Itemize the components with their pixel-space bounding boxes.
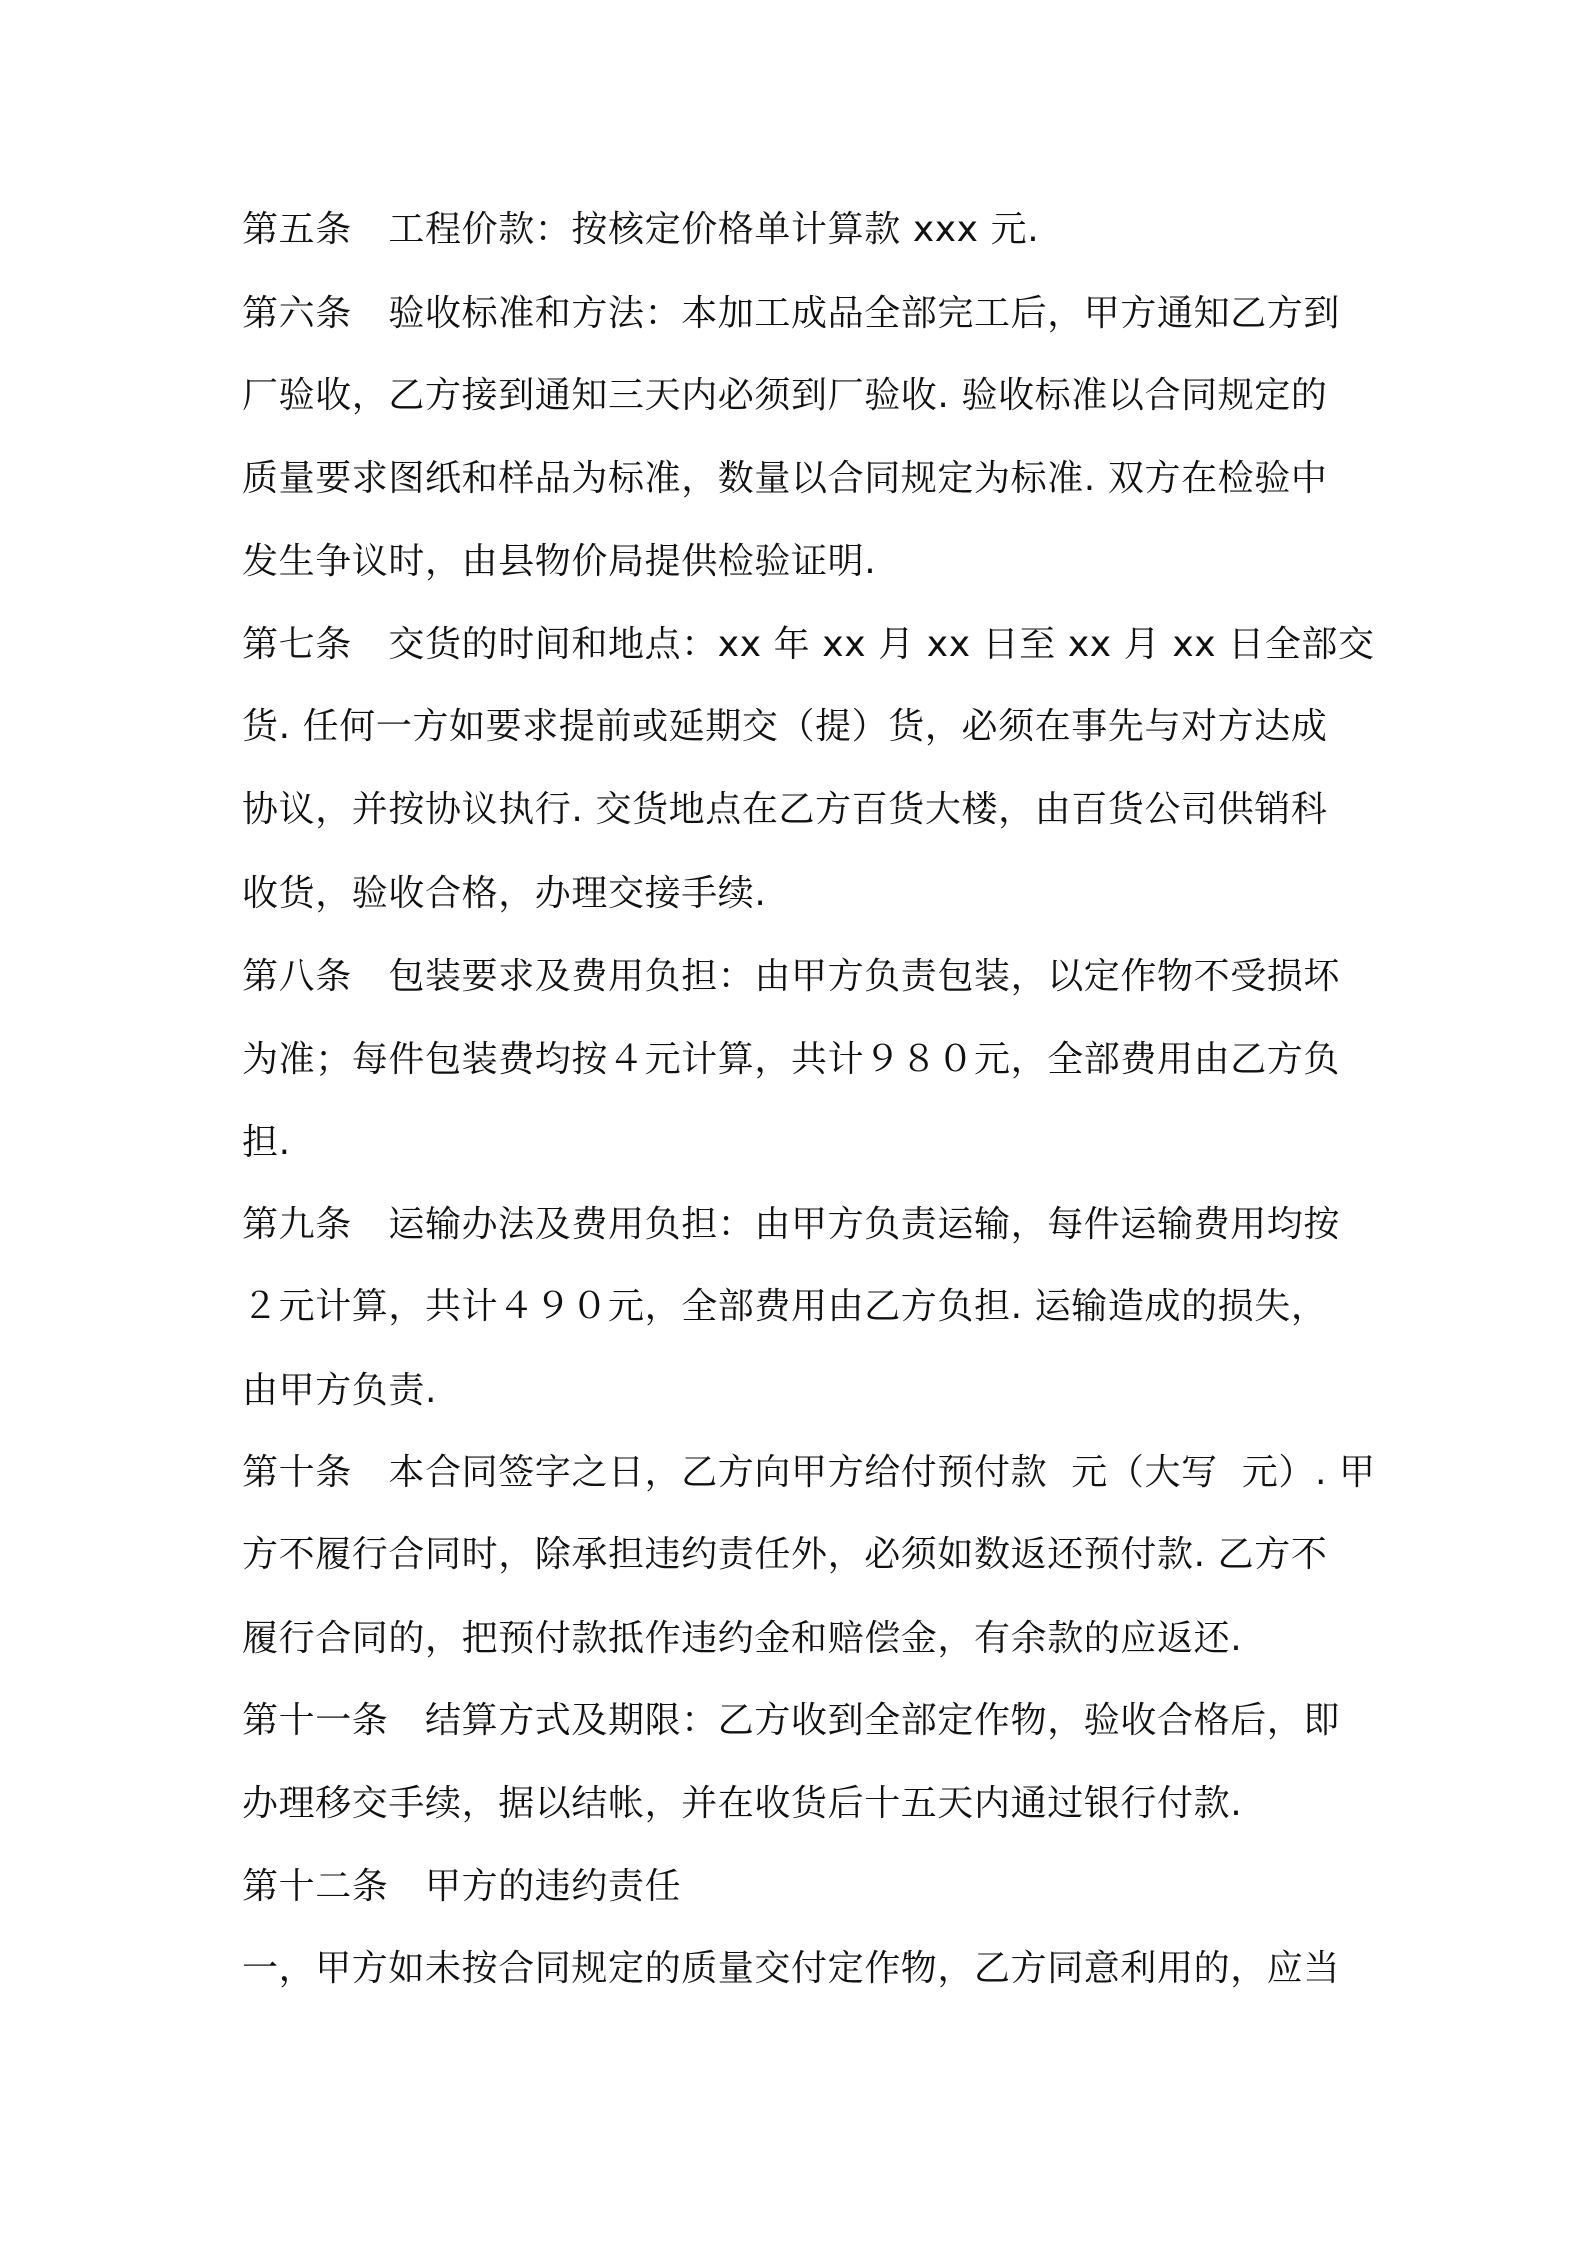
text-line: 为准；每件包装费均按４元计算，共计９８０元，全部费用由乙方负: [242, 1039, 1341, 1080]
text-line: 担.: [242, 1122, 291, 1163]
text-line: 办理移交手续，据以结帐，并在收货后十五天内通过银行付款.: [242, 1783, 1243, 1824]
text-line: 厂验收，乙方接到通知三天内必须到厂验收. 验收标准以合同规定的: [242, 375, 1328, 416]
text-line: 方不履行合同时，除承担违约责任外，必须如数返还预付款. 乙方不: [242, 1534, 1328, 1575]
text-line: 发生争议时，由县物价局提供检验证明.: [242, 541, 877, 582]
text-line: 第十条 本合同签字之日，乙方向甲方给付预付款 元（大写 元）. 甲: [242, 1452, 1376, 1493]
text-line: 第八条 包装要求及费用负担：由甲方负责包装，以定作物不受损坏: [242, 956, 1341, 997]
text-line: 第九条 运输办法及费用负担：由甲方负责运输，每件运输费用均按: [242, 1204, 1341, 1245]
text-line: 质量要求图纸和样品为标准，数量以合同规定为标准. 双方在检验中: [242, 458, 1328, 499]
text-line: 履行合同的，把预付款抵作违约金和赔偿金，有余款的应返还.: [242, 1618, 1243, 1659]
text-line: 一，甲方如未按合同规定的质量交付定作物，乙方同意利用的，应当: [242, 1948, 1341, 1989]
text-line: 由甲方负责.: [242, 1370, 438, 1411]
text-line: 第十二条 甲方的违约责任: [242, 1866, 682, 1907]
text-line: 协议，并按协议执行. 交货地点在乙方百货大楼，由百货公司供销科: [242, 789, 1328, 830]
text-line: 第六条 验收标准和方法：本加工成品全部完工后，甲方通知乙方到: [242, 293, 1341, 334]
text-line: 货. 任何一方如要求提前或延期交（提）货，必须在事先与对方达成: [242, 706, 1328, 747]
text-line: ２元计算，共计４９０元，全部费用由乙方负担. 运输造成的损失，: [242, 1286, 1328, 1327]
text-line: 第十一条 结算方式及期限：乙方收到全部定作物，验收合格后，即: [242, 1700, 1341, 1741]
text-line: 第五条 工程价款：按核定价格单计算款 xxx 元.: [242, 209, 1040, 250]
text-line: 收货，验收合格，办理交接手续.: [242, 873, 767, 914]
text-line: 第七条 交货的时间和地点：xx 年 xx 月 xx 日至 xx 月 xx 日全部交: [242, 624, 1375, 665]
